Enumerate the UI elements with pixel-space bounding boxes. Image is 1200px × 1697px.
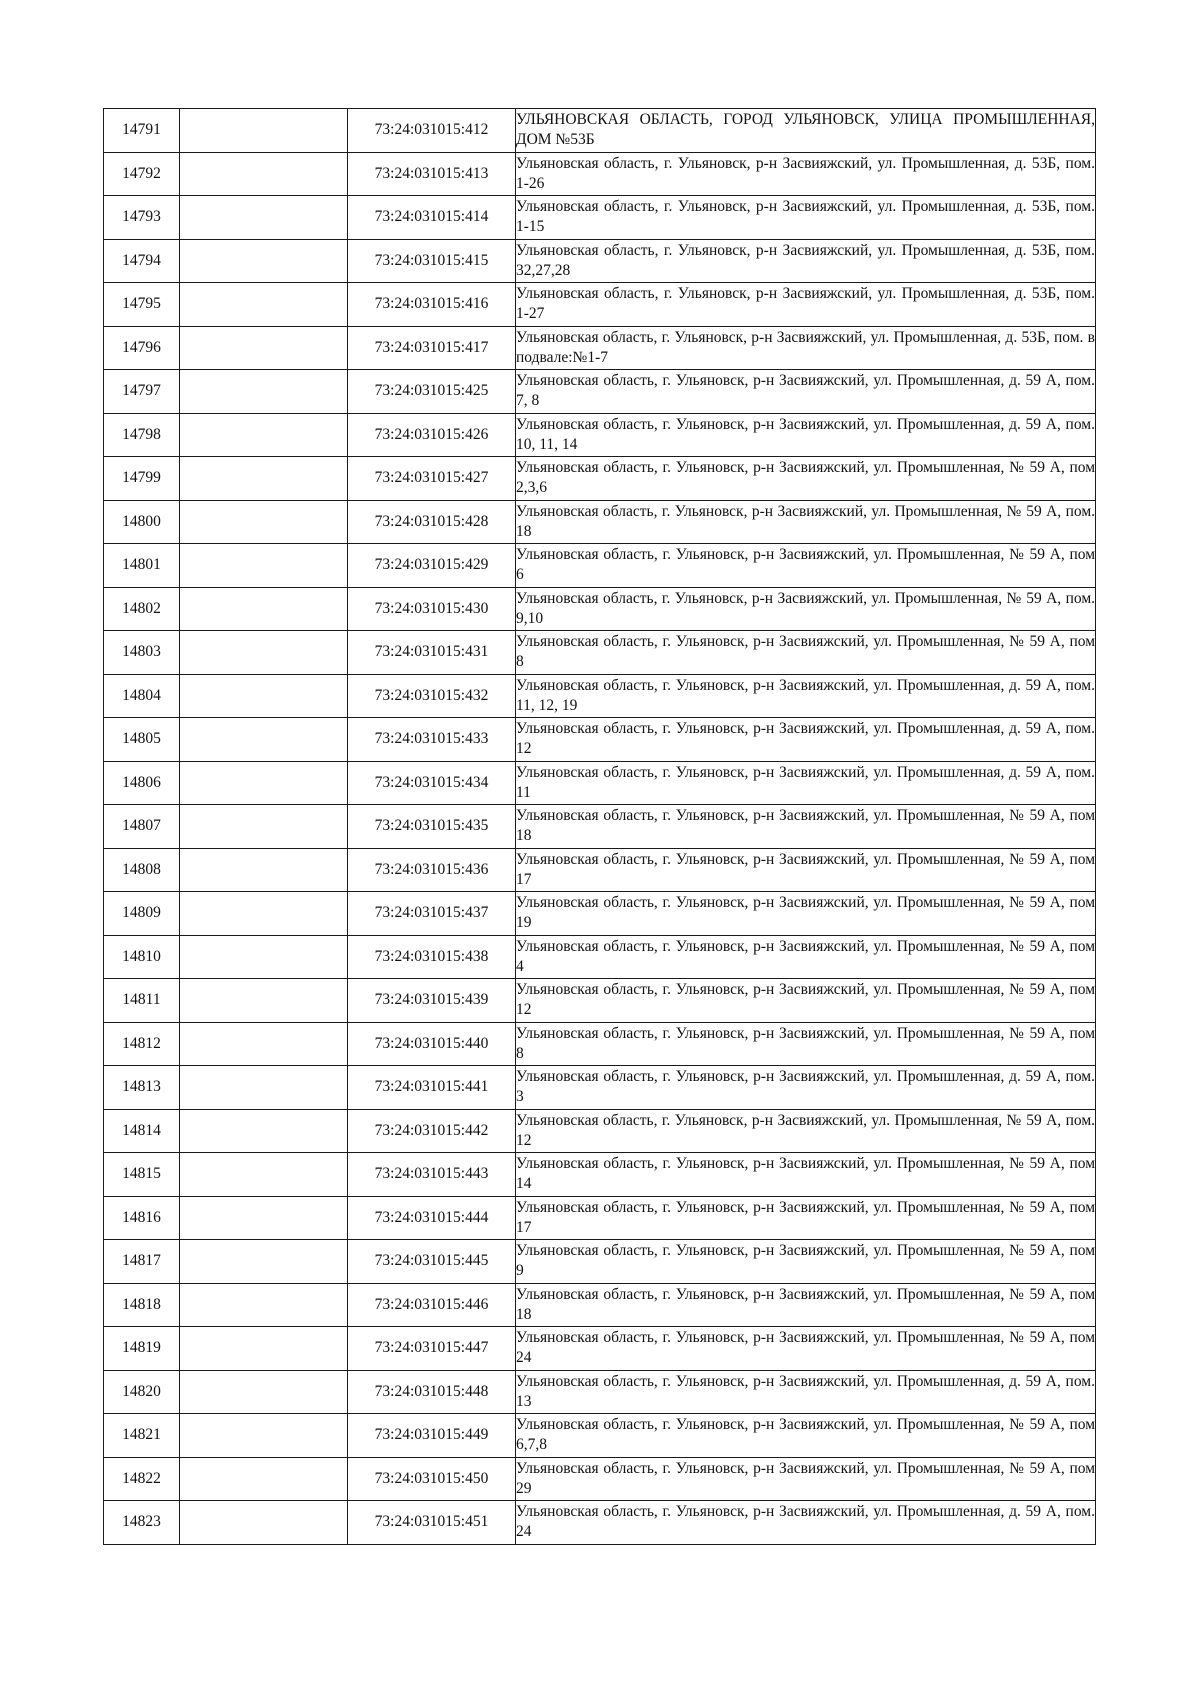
- row-number-cell: 14806: [104, 761, 180, 805]
- row-number-cell: 14809: [104, 892, 180, 936]
- empty-cell: [180, 979, 348, 1023]
- cadastral-number-cell: 73:24:031015:413: [348, 152, 516, 196]
- cadastral-number-cell: 73:24:031015:415: [348, 239, 516, 283]
- address-cell: Ульяновская область, г. Ульяновск, р-н Засвияжский, ул. Промышленная, д. 59 А, пом. 11: [516, 761, 1096, 805]
- cadastral-number-cell: 73:24:031015:447: [348, 1327, 516, 1371]
- empty-cell: [180, 631, 348, 675]
- address-cell: Ульяновская область, г. Ульяновск, р-н Засвияжский, ул. Промышленная, д. 53Б, пом. 1-15: [516, 196, 1096, 240]
- address-cell: Ульяновская область, г. Ульяновск, р-н Засвияжский, ул. Промышленная, № 59 А, пом 8: [516, 631, 1096, 675]
- empty-cell: [180, 239, 348, 283]
- row-number-cell: 14803: [104, 631, 180, 675]
- table-row: [104, 1283, 1096, 1327]
- cadastral-number-cell: 73:24:031015:434: [348, 761, 516, 805]
- table-row: [104, 370, 1096, 414]
- cadastral-number-cell: 73:24:031015:437: [348, 892, 516, 936]
- address-cell: Ульяновская область, г. Ульяновск, р-н Засвияжский, ул. Промышленная, № 59 А, пом 2,3,6: [516, 457, 1096, 501]
- empty-cell: [180, 1283, 348, 1327]
- cadastral-number-cell: 73:24:031015:416: [348, 283, 516, 327]
- table-row: [104, 1414, 1096, 1458]
- address-cell: Ульяновская область, г. Ульяновск, р-н Засвияжский, ул. Промышленная, № 59 А, пом 19: [516, 892, 1096, 936]
- row-number-cell: 14813: [104, 1066, 180, 1110]
- empty-cell: [180, 892, 348, 936]
- table-row: [104, 1501, 1096, 1545]
- row-number-cell: 14820: [104, 1370, 180, 1414]
- address-cell: Ульяновская область, г. Ульяновск, р-н Засвияжский, ул. Промышленная, № 59 А, пом 8: [516, 1022, 1096, 1066]
- table-row: [104, 1066, 1096, 1110]
- cadastral-number-cell: 73:24:031015:412: [348, 109, 516, 153]
- empty-cell: [180, 674, 348, 718]
- address-cell: Ульяновская область, г. Ульяновск, р-н Засвияжский, ул. Промышленная, д. 59 А, пом. 3: [516, 1066, 1096, 1110]
- cadastral-number-cell: 73:24:031015:446: [348, 1283, 516, 1327]
- empty-cell: [180, 1240, 348, 1284]
- table-row: [104, 1196, 1096, 1240]
- address-cell: Ульяновская область, г. Ульяновск, р-н Засвияжский, ул. Промышленная, д. 53Б, пом. в подвале:№1-7: [516, 326, 1096, 370]
- address-cell: Ульяновская область, г. Ульяновск, р-н Засвияжский, ул. Промышленная, д. 59 А, пом. 11, 12, 19: [516, 674, 1096, 718]
- table-row: [104, 1022, 1096, 1066]
- cadastral-number-cell: 73:24:031015:432: [348, 674, 516, 718]
- empty-cell: [180, 1457, 348, 1501]
- address-cell: Ульяновская область, г. Ульяновск, р-н Засвияжский, ул. Промышленная, д. 59 А, пом. 12: [516, 718, 1096, 762]
- row-number-cell: 14796: [104, 326, 180, 370]
- table-row: [104, 1457, 1096, 1501]
- cadastral-number-cell: 73:24:031015:426: [348, 413, 516, 457]
- row-number-cell: 14802: [104, 587, 180, 631]
- table-row: [104, 413, 1096, 457]
- row-number-cell: 14821: [104, 1414, 180, 1458]
- empty-cell: [180, 1196, 348, 1240]
- table-row: [104, 239, 1096, 283]
- table-row: [104, 718, 1096, 762]
- table-row: [104, 544, 1096, 588]
- address-cell: Ульяновская область, г. Ульяновск, р-н Засвияжский, ул. Промышленная, № 59 А, пом 6: [516, 544, 1096, 588]
- cadastral-number-cell: 73:24:031015:429: [348, 544, 516, 588]
- cadastral-number-cell: 73:24:031015:448: [348, 1370, 516, 1414]
- table-row: [104, 761, 1096, 805]
- table-row: [104, 805, 1096, 849]
- cadastral-number-cell: 73:24:031015:445: [348, 1240, 516, 1284]
- address-cell: Ульяновская область, г. Ульяновск, р-н Засвияжский, ул. Промышленная, № 59 А, пом 17: [516, 1196, 1096, 1240]
- row-number-cell: 14800: [104, 500, 180, 544]
- empty-cell: [180, 413, 348, 457]
- empty-cell: [180, 1501, 348, 1545]
- address-cell: Ульяновская область, г. Ульяновск, р-н Засвияжский, ул. Промышленная, № 59 А, пом 4: [516, 935, 1096, 979]
- empty-cell: [180, 848, 348, 892]
- cadastral-number-cell: 73:24:031015:443: [348, 1153, 516, 1197]
- address-cell: Ульяновская область, г. Ульяновск, р-н Засвияжский, ул. Промышленная, № 59 А, пом 6,7,8: [516, 1414, 1096, 1458]
- empty-cell: [180, 109, 348, 153]
- empty-cell: [180, 805, 348, 849]
- table-row: [104, 109, 1096, 153]
- address-cell: Ульяновская область, г. Ульяновск, р-н Засвияжский, ул. Промышленная, д. 53Б, пом. 1-26: [516, 152, 1096, 196]
- empty-cell: [180, 283, 348, 327]
- address-cell: Ульяновская область, г. Ульяновск, р-н Засвияжский, ул. Промышленная, № 59 А, пом. 9,10: [516, 587, 1096, 631]
- table-row: [104, 1109, 1096, 1153]
- address-cell: Ульяновская область, г. Ульяновск, р-н Засвияжский, ул. Промышленная, № 59 А, пом 24: [516, 1327, 1096, 1371]
- address-cell: Ульяновская область, г. Ульяновск, р-н Засвияжский, ул. Промышленная, № 59 А, пом. 12: [516, 1109, 1096, 1153]
- cadastral-number-cell: 73:24:031015:428: [348, 500, 516, 544]
- property-register-table: [103, 108, 1096, 1545]
- cadastral-number-cell: 73:24:031015:431: [348, 631, 516, 675]
- table-row: [104, 587, 1096, 631]
- address-cell: Ульяновская область, г. Ульяновск, р-н Засвияжский, ул. Промышленная, № 59 А, пом 12: [516, 979, 1096, 1023]
- cadastral-number-cell: 73:24:031015:442: [348, 1109, 516, 1153]
- address-cell: Ульяновская область, г. Ульяновск, р-н Засвияжский, ул. Промышленная, № 59 А, пом 29: [516, 1457, 1096, 1501]
- empty-cell: [180, 1066, 348, 1110]
- row-number-cell: 14793: [104, 196, 180, 240]
- empty-cell: [180, 1327, 348, 1371]
- table-row: [104, 935, 1096, 979]
- table-row: [104, 674, 1096, 718]
- cadastral-number-cell: 73:24:031015:450: [348, 1457, 516, 1501]
- empty-cell: [180, 761, 348, 805]
- empty-cell: [180, 544, 348, 588]
- table-row: [104, 631, 1096, 675]
- empty-cell: [180, 326, 348, 370]
- row-number-cell: 14817: [104, 1240, 180, 1284]
- row-number-cell: 14805: [104, 718, 180, 762]
- table-row: [104, 196, 1096, 240]
- empty-cell: [180, 1109, 348, 1153]
- address-cell: Ульяновская область, г. Ульяновск, р-н Засвияжский, ул. Промышленная, д. 59 А, пом. 7, 8: [516, 370, 1096, 414]
- address-cell: Ульяновская область, г. Ульяновск, р-н Засвияжский, ул. Промышленная, № 59 А, пом 17: [516, 848, 1096, 892]
- cadastral-number-cell: 73:24:031015:436: [348, 848, 516, 892]
- address-cell: Ульяновская область, г. Ульяновск, р-н Засвияжский, ул. Промышленная, № 59 А, пом 18: [516, 805, 1096, 849]
- empty-cell: [180, 457, 348, 501]
- table-row: [104, 152, 1096, 196]
- row-number-cell: 14797: [104, 370, 180, 414]
- cadastral-number-cell: 73:24:031015:449: [348, 1414, 516, 1458]
- empty-cell: [180, 1414, 348, 1458]
- cadastral-number-cell: 73:24:031015:441: [348, 1066, 516, 1110]
- empty-cell: [180, 500, 348, 544]
- address-cell: Ульяновская область, г. Ульяновск, р-н Засвияжский, ул. Промышленная, д. 59 А, пом. 10, 11, 14: [516, 413, 1096, 457]
- table-row: [104, 1153, 1096, 1197]
- empty-cell: [180, 587, 348, 631]
- table-row: [104, 326, 1096, 370]
- row-number-cell: 14794: [104, 239, 180, 283]
- empty-cell: [180, 196, 348, 240]
- table-row: [104, 1240, 1096, 1284]
- address-cell: Ульяновская область, г. Ульяновск, р-н Засвияжский, ул. Промышленная, № 59 А, пом 14: [516, 1153, 1096, 1197]
- cadastral-number-cell: 73:24:031015:438: [348, 935, 516, 979]
- row-number-cell: 14798: [104, 413, 180, 457]
- row-number-cell: 14818: [104, 1283, 180, 1327]
- table-row: [104, 1370, 1096, 1414]
- address-cell: Ульяновская область, г. Ульяновск, р-н Засвияжский, ул. Промышленная, д. 53Б, пом. 32,27,28: [516, 239, 1096, 283]
- row-number-cell: 14812: [104, 1022, 180, 1066]
- row-number-cell: 14811: [104, 979, 180, 1023]
- cadastral-number-cell: 73:24:031015:451: [348, 1501, 516, 1545]
- empty-cell: [180, 718, 348, 762]
- address-cell: Ульяновская область, г. Ульяновск, р-н Засвияжский, ул. Промышленная, № 59 А, пом. 18: [516, 500, 1096, 544]
- row-number-cell: 14823: [104, 1501, 180, 1545]
- cadastral-number-cell: 73:24:031015:439: [348, 979, 516, 1023]
- row-number-cell: 14801: [104, 544, 180, 588]
- empty-cell: [180, 370, 348, 414]
- row-number-cell: 14792: [104, 152, 180, 196]
- address-cell: Ульяновская область, г. Ульяновск, р-н Засвияжский, ул. Промышленная, д. 59 А, пом. 24: [516, 1501, 1096, 1545]
- row-number-cell: 14810: [104, 935, 180, 979]
- address-cell: Ульяновская область, г. Ульяновск, р-н Засвияжский, ул. Промышленная, № 59 А, пом 18: [516, 1283, 1096, 1327]
- address-cell: Ульяновская область, г. Ульяновск, р-н Засвияжский, ул. Промышленная, д. 53Б, пом. 1-27: [516, 283, 1096, 327]
- cadastral-number-cell: 73:24:031015:427: [348, 457, 516, 501]
- cadastral-number-cell: 73:24:031015:435: [348, 805, 516, 849]
- cadastral-number-cell: 73:24:031015:417: [348, 326, 516, 370]
- row-number-cell: 14815: [104, 1153, 180, 1197]
- table-row: [104, 283, 1096, 327]
- empty-cell: [180, 1022, 348, 1066]
- address-cell: Ульяновская область, г. Ульяновск, р-н Засвияжский, ул. Промышленная, д. 59 А, пом. 13: [516, 1370, 1096, 1414]
- row-number-cell: 14819: [104, 1327, 180, 1371]
- cadastral-number-cell: 73:24:031015:444: [348, 1196, 516, 1240]
- row-number-cell: 14822: [104, 1457, 180, 1501]
- row-number-cell: 14799: [104, 457, 180, 501]
- row-number-cell: 14791: [104, 109, 180, 153]
- empty-cell: [180, 935, 348, 979]
- table-row: [104, 892, 1096, 936]
- empty-cell: [180, 1153, 348, 1197]
- row-number-cell: 14804: [104, 674, 180, 718]
- table-row: [104, 457, 1096, 501]
- row-number-cell: 14814: [104, 1109, 180, 1153]
- table-row: [104, 500, 1096, 544]
- cadastral-number-cell: 73:24:031015:425: [348, 370, 516, 414]
- row-number-cell: 14795: [104, 283, 180, 327]
- row-number-cell: 14808: [104, 848, 180, 892]
- empty-cell: [180, 152, 348, 196]
- row-number-cell: 14807: [104, 805, 180, 849]
- cadastral-number-cell: 73:24:031015:433: [348, 718, 516, 762]
- empty-cell: [180, 1370, 348, 1414]
- address-cell: Ульяновская область, г. Ульяновск, р-н Засвияжский, ул. Промышленная, № 59 А, пом 9: [516, 1240, 1096, 1284]
- register-body: [104, 109, 1096, 1545]
- cadastral-number-cell: 73:24:031015:430: [348, 587, 516, 631]
- row-number-cell: 14816: [104, 1196, 180, 1240]
- cadastral-number-cell: 73:24:031015:414: [348, 196, 516, 240]
- cadastral-number-cell: 73:24:031015:440: [348, 1022, 516, 1066]
- table-row: [104, 979, 1096, 1023]
- table-row: [104, 848, 1096, 892]
- address-cell: УЛЬЯНОВСКАЯ ОБЛАСТЬ, ГОРОД УЛЬЯНОВСК, УЛИЦА ПРОМЫШЛЕННАЯ, ДОМ №53Б: [516, 109, 1096, 153]
- table-row: [104, 1327, 1096, 1371]
